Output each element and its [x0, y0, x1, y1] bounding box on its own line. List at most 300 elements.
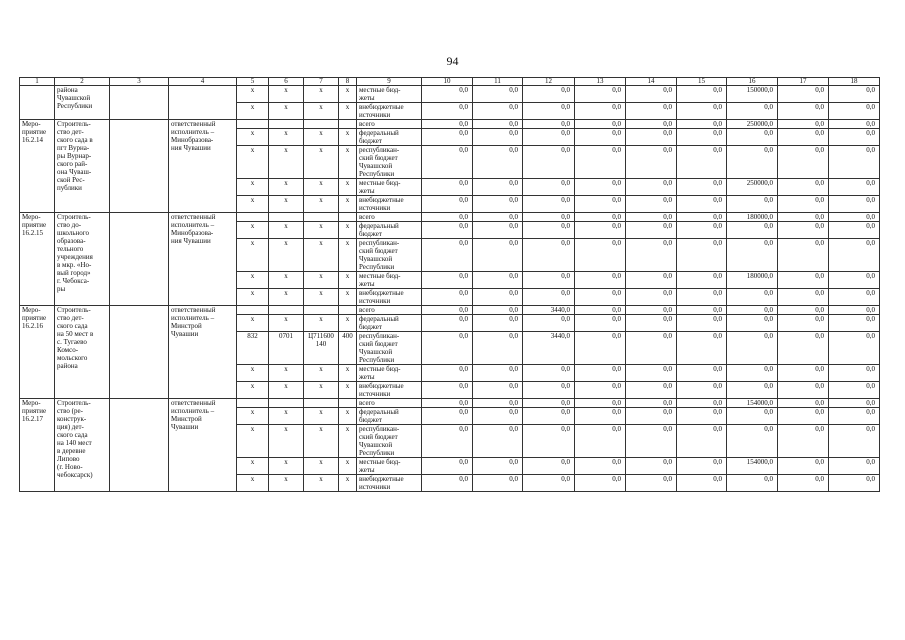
funding-source-cell: федеральный бюджет [357, 129, 422, 146]
amount-cell: 0,0 [778, 103, 829, 120]
column-number: 15 [677, 78, 727, 86]
amount-cell: 0,0 [626, 289, 677, 306]
amount-cell: 0,0 [677, 179, 727, 196]
amount-cell: 0,0 [778, 222, 829, 239]
amount-cell: 0,0 [473, 399, 523, 408]
amount-cell: 0,0 [473, 315, 523, 332]
budget-code-cell [237, 213, 269, 222]
amount-cell: 0,0 [575, 475, 626, 492]
budget-code-cell [237, 120, 269, 129]
budget-code-cell: х [237, 365, 269, 382]
amount-cell: 0,0 [523, 365, 575, 382]
table-row [20, 120, 880, 129]
amount-cell: 0,0 [575, 120, 626, 129]
amount-cell: 0,0 [473, 408, 523, 425]
budget-code-cell: х [339, 129, 357, 146]
amount-cell: 0,0 [677, 332, 727, 365]
amount-cell: 0,0 [422, 179, 473, 196]
amount-cell: 0,0 [778, 86, 829, 103]
amount-cell: 0,0 [778, 408, 829, 425]
budget-code-cell: х [269, 239, 304, 272]
amount-cell: 0,0 [523, 239, 575, 272]
amount-cell: 0,0 [523, 213, 575, 222]
column-number: 1 [20, 78, 55, 86]
amount-cell: 0,0 [829, 475, 880, 492]
amount-cell: 0,0 [422, 399, 473, 408]
amount-cell: 0,0 [727, 315, 778, 332]
amount-cell: 0,0 [473, 475, 523, 492]
amount-cell: 0,0 [829, 239, 880, 272]
budget-code-cell [237, 399, 269, 408]
amount-cell: 0,0 [422, 239, 473, 272]
amount-cell: 0,0 [727, 103, 778, 120]
funding-source-cell: внебюджетные источники [357, 289, 422, 306]
amount-cell: 0,0 [523, 315, 575, 332]
amount-cell: 0,0 [626, 179, 677, 196]
amount-cell: 0,0 [473, 382, 523, 399]
amount-cell: 0,0 [727, 382, 778, 399]
column-number: 17 [778, 78, 829, 86]
budget-code-cell: х [237, 315, 269, 332]
amount-cell: 0,0 [829, 365, 880, 382]
event-label-cell [20, 86, 55, 120]
page-number: 94 [446, 54, 459, 68]
budget-code-cell: х [304, 239, 339, 272]
amount-cell: 0,0 [422, 103, 473, 120]
amount-cell: 0,0 [575, 458, 626, 475]
amount-cell: 0,0 [778, 213, 829, 222]
amount-cell: 0,0 [778, 196, 829, 213]
budget-code-cell: х [304, 222, 339, 239]
event-label-cell: Меро- приятие 16.2.17 [20, 399, 55, 492]
budget-code-cell: х [237, 458, 269, 475]
amount-cell: 0,0 [523, 196, 575, 213]
budget-code-cell: 400 [339, 332, 357, 365]
funding-source-cell: местные бюд- жеты [357, 272, 422, 289]
amount-cell: 0,0 [575, 306, 626, 315]
budget-code-cell: х [237, 146, 269, 179]
budget-code-cell: х [269, 103, 304, 120]
budget-code-cell: х [237, 86, 269, 103]
amount-cell: 0,0 [727, 289, 778, 306]
amount-cell: 0,0 [473, 239, 523, 272]
amount-cell: 0,0 [626, 332, 677, 365]
column-number: 18 [829, 78, 880, 86]
amount-cell: 0,0 [626, 458, 677, 475]
amount-cell: 0,0 [422, 382, 473, 399]
budget-code-cell [304, 120, 339, 129]
budget-code-cell: х [339, 475, 357, 492]
amount-cell: 0,0 [523, 475, 575, 492]
amount-cell: 0,0 [523, 146, 575, 179]
amount-cell: 0,0 [575, 365, 626, 382]
column-number: 16 [727, 78, 778, 86]
amount-cell: 0,0 [473, 458, 523, 475]
budget-code-cell: х [269, 222, 304, 239]
budget-code-cell: х [237, 196, 269, 213]
amount-cell: 0,0 [677, 86, 727, 103]
budget-code-cell [269, 306, 304, 315]
amount-cell: 0,0 [523, 86, 575, 103]
table-row [20, 306, 880, 315]
amount-cell: 0,0 [626, 272, 677, 289]
empty-cell [110, 213, 169, 306]
budget-code-cell: х [339, 458, 357, 475]
amount-cell: 0,0 [727, 332, 778, 365]
amount-cell: 0,0 [575, 179, 626, 196]
amount-cell: 0,0 [778, 272, 829, 289]
amount-cell: 0,0 [473, 120, 523, 129]
budget-code-cell: х [269, 475, 304, 492]
amount-cell: 0,0 [727, 408, 778, 425]
amount-cell: 0,0 [677, 120, 727, 129]
budget-code-cell: х [237, 382, 269, 399]
amount-cell: 0,0 [829, 196, 880, 213]
budget-code-cell: х [339, 103, 357, 120]
amount-cell: 180000,0 [727, 213, 778, 222]
budget-code-cell: 0701 [269, 332, 304, 365]
amount-cell: 0,0 [523, 222, 575, 239]
budget-code-cell: х [339, 86, 357, 103]
budget-code-cell: х [304, 365, 339, 382]
table-row [20, 399, 880, 408]
amount-cell: 0,0 [422, 332, 473, 365]
amount-cell: 0,0 [677, 213, 727, 222]
amount-cell: 0,0 [677, 365, 727, 382]
amount-cell: 0,0 [473, 306, 523, 315]
budget-code-cell: х [269, 129, 304, 146]
amount-cell: 0,0 [677, 196, 727, 213]
budget-code-cell [339, 120, 357, 129]
amount-cell: 0,0 [778, 129, 829, 146]
amount-cell: 0,0 [473, 129, 523, 146]
amount-cell: 0,0 [778, 306, 829, 315]
amount-cell: 0,0 [626, 222, 677, 239]
budget-code-cell: х [304, 129, 339, 146]
funding-source-cell: местные бюд- жеты [357, 458, 422, 475]
amount-cell: 0,0 [575, 382, 626, 399]
budget-code-cell [269, 120, 304, 129]
funding-source-cell: республикан- ский бюджет Чувашской Республики [357, 425, 422, 458]
amount-cell: 0,0 [778, 120, 829, 129]
column-number: 13 [575, 78, 626, 86]
empty-cell [110, 306, 169, 399]
amount-cell: 180000,0 [727, 272, 778, 289]
amount-cell: 0,0 [778, 332, 829, 365]
amount-cell: 0,0 [829, 222, 880, 239]
budget-code-cell: х [304, 272, 339, 289]
table-row [20, 86, 880, 103]
column-number: 14 [626, 78, 677, 86]
budget-code-cell: х [237, 408, 269, 425]
budget-code-cell: х [237, 272, 269, 289]
amount-cell: 0,0 [626, 86, 677, 103]
amount-cell: 0,0 [778, 458, 829, 475]
budget-code-cell: х [269, 272, 304, 289]
amount-cell: 0,0 [473, 272, 523, 289]
budget-code-cell: х [304, 475, 339, 492]
amount-cell: 0,0 [626, 408, 677, 425]
amount-cell: 0,0 [778, 315, 829, 332]
amount-cell: 0,0 [778, 179, 829, 196]
budget-code-cell [339, 213, 357, 222]
budget-code-cell: х [339, 179, 357, 196]
amount-cell: 0,0 [422, 86, 473, 103]
budget-code-cell [304, 399, 339, 408]
amount-cell: 0,0 [829, 458, 880, 475]
amount-cell: 0,0 [422, 213, 473, 222]
amount-cell: 0,0 [626, 475, 677, 492]
budget-code-cell: х [269, 315, 304, 332]
amount-cell: 0,0 [829, 408, 880, 425]
amount-cell: 0,0 [422, 222, 473, 239]
amount-cell: 0,0 [727, 129, 778, 146]
budget-code-cell: х [237, 239, 269, 272]
amount-cell: 0,0 [829, 146, 880, 179]
budget-code-cell: х [339, 222, 357, 239]
column-number: 3 [110, 78, 169, 86]
amount-cell: 3440,0 [523, 306, 575, 315]
funding-source-cell: федеральный бюджет [357, 315, 422, 332]
amount-cell: 0,0 [829, 425, 880, 458]
amount-cell: 0,0 [677, 382, 727, 399]
amount-cell: 0,0 [523, 458, 575, 475]
budget-code-cell: х [237, 475, 269, 492]
event-description-cell: Строитель- ство (ре- конструк- ция) дет- ского сада на 140 мест в деревне Липово (г. Ново- чебоксарск) [55, 399, 110, 492]
amount-cell: 0,0 [473, 179, 523, 196]
budget-code-cell: х [304, 408, 339, 425]
amount-cell: 0,0 [727, 475, 778, 492]
amount-cell: 0,0 [829, 129, 880, 146]
amount-cell: 0,0 [778, 399, 829, 408]
budget-code-cell: х [339, 196, 357, 213]
funding-source-cell: республикан- ский бюджет Чувашской Республики [357, 146, 422, 179]
funding-source-cell: внебюджетные источники [357, 382, 422, 399]
amount-cell: 0,0 [677, 458, 727, 475]
amount-cell: 0,0 [626, 399, 677, 408]
amount-cell: 0,0 [575, 213, 626, 222]
amount-cell: 0,0 [677, 475, 727, 492]
amount-cell: 0,0 [626, 120, 677, 129]
amount-cell: 0,0 [829, 86, 880, 103]
amount-cell: 0,0 [523, 399, 575, 408]
amount-cell: 0,0 [575, 425, 626, 458]
budget-code-cell: х [304, 196, 339, 213]
amount-cell: 0,0 [677, 425, 727, 458]
amount-cell: 0,0 [677, 315, 727, 332]
column-number: 11 [473, 78, 523, 86]
amount-cell: 154000,0 [727, 399, 778, 408]
amount-cell: 0,0 [677, 222, 727, 239]
empty-cell [110, 399, 169, 492]
amount-cell: 0,0 [626, 213, 677, 222]
column-number: 6 [269, 78, 304, 86]
amount-cell: 0,0 [523, 382, 575, 399]
column-number: 4 [169, 78, 237, 86]
amount-cell: 0,0 [575, 315, 626, 332]
budget-code-cell: х [339, 408, 357, 425]
amount-cell: 0,0 [523, 129, 575, 146]
amount-cell: 0,0 [727, 306, 778, 315]
budget-code-cell: х [304, 86, 339, 103]
amount-cell: 0,0 [473, 196, 523, 213]
amount-cell: 0,0 [778, 382, 829, 399]
amount-cell: 0,0 [727, 146, 778, 179]
amount-cell: 0,0 [523, 103, 575, 120]
amount-cell: 0,0 [422, 315, 473, 332]
budget-code-cell: х [269, 179, 304, 196]
funding-source-cell: местные бюд- жеты [357, 179, 422, 196]
event-description-cell: Строитель- ство дет- ского сада в пгт Вурна- ры Вурнар- ского рай- она Чуваш- ской Рес- публики [55, 120, 110, 213]
amount-cell: 0,0 [677, 146, 727, 179]
amount-cell: 0,0 [677, 306, 727, 315]
funding-source-cell: всего [357, 306, 422, 315]
budget-code-cell: х [237, 425, 269, 458]
amount-cell: 0,0 [727, 222, 778, 239]
column-number: 5 [237, 78, 269, 86]
amount-cell: 0,0 [473, 332, 523, 365]
amount-cell: 0,0 [422, 196, 473, 213]
amount-cell: 0,0 [473, 425, 523, 458]
budget-code-cell: х [269, 425, 304, 458]
amount-cell: 0,0 [473, 213, 523, 222]
amount-cell: 0,0 [626, 306, 677, 315]
budget-table [19, 77, 880, 492]
amount-cell: 0,0 [829, 332, 880, 365]
amount-cell: 0,0 [473, 289, 523, 306]
column-number: 9 [357, 78, 422, 86]
amount-cell: 0,0 [829, 213, 880, 222]
amount-cell: 3440,0 [523, 332, 575, 365]
amount-cell: 0,0 [626, 196, 677, 213]
budget-code-cell: х [339, 146, 357, 179]
budget-code-cell: х [304, 179, 339, 196]
budget-code-cell [237, 306, 269, 315]
empty-cell [110, 120, 169, 213]
event-description-cell: Строитель- ство дет- ского сада на 50 мест в с. Тугаево Комсо- мольского района [55, 306, 110, 399]
event-label-cell: Меро- приятие 16.2.14 [20, 120, 55, 213]
column-number: 10 [422, 78, 473, 86]
amount-cell: 0,0 [778, 365, 829, 382]
funding-source-cell: республикан- ский бюджет Чувашской Республики [357, 239, 422, 272]
amount-cell: 0,0 [422, 289, 473, 306]
amount-cell: 0,0 [422, 120, 473, 129]
executor-cell: ответственный исполнитель – Минобразова- ния Чувашии [169, 213, 237, 306]
budget-code-cell: х [304, 146, 339, 179]
funding-source-cell: республикан- ский бюджет Чувашской Республики [357, 332, 422, 365]
amount-cell: 0,0 [829, 306, 880, 315]
amount-cell: 0,0 [778, 146, 829, 179]
amount-cell: 0,0 [829, 120, 880, 129]
funding-source-cell: местные бюд- жеты [357, 86, 422, 103]
column-number: 8 [339, 78, 357, 86]
executor-cell: ответственный исполнитель – Минобразова- ния Чувашии [169, 120, 237, 213]
amount-cell: 0,0 [523, 179, 575, 196]
budget-code-cell: х [304, 425, 339, 458]
budget-code-cell: х [304, 289, 339, 306]
amount-cell: 0,0 [575, 399, 626, 408]
amount-cell: 0,0 [626, 382, 677, 399]
amount-cell: 0,0 [422, 425, 473, 458]
column-number: 12 [523, 78, 575, 86]
event-label-cell: Меро- приятие 16.2.16 [20, 306, 55, 399]
amount-cell: 0,0 [829, 382, 880, 399]
budget-code-cell: х [339, 425, 357, 458]
amount-cell: 0,0 [523, 272, 575, 289]
event-description-cell: Строитель- ство до- школьного образова- тельного учреждения в мкр. «Но- вый город» г. Чебокса- ры [55, 213, 110, 306]
amount-cell: 0,0 [473, 86, 523, 103]
amount-cell: 0,0 [829, 103, 880, 120]
funding-source-cell: внебюджетные источники [357, 475, 422, 492]
amount-cell: 0,0 [422, 408, 473, 425]
budget-code-cell [339, 306, 357, 315]
amount-cell: 0,0 [575, 272, 626, 289]
budget-code-cell: х [269, 146, 304, 179]
amount-cell: 0,0 [677, 239, 727, 272]
amount-cell: 0,0 [422, 458, 473, 475]
budget-code-cell [304, 213, 339, 222]
amount-cell: 0,0 [677, 272, 727, 289]
budget-code-cell: х [237, 129, 269, 146]
amount-cell: 0,0 [727, 425, 778, 458]
budget-code-cell [269, 213, 304, 222]
executor-cell: ответственный исполнитель – Минстрой Чувашии [169, 306, 237, 399]
amount-cell: 0,0 [626, 425, 677, 458]
budget-code-cell: х [237, 179, 269, 196]
funding-source-cell: всего [357, 213, 422, 222]
amount-cell: 0,0 [626, 239, 677, 272]
budget-code-cell [304, 306, 339, 315]
amount-cell: 0,0 [626, 365, 677, 382]
amount-cell: 0,0 [523, 120, 575, 129]
amount-cell: 0,0 [829, 399, 880, 408]
budget-code-cell: х [304, 382, 339, 399]
amount-cell: 0,0 [422, 146, 473, 179]
table-body [20, 78, 880, 492]
amount-cell: 0,0 [422, 306, 473, 315]
budget-code-cell: х [269, 408, 304, 425]
budget-code-cell: х [339, 315, 357, 332]
amount-cell: 0,0 [575, 408, 626, 425]
funding-source-cell: внебюджетные источники [357, 196, 422, 213]
budget-code-cell: х [269, 458, 304, 475]
budget-code-cell: х [269, 86, 304, 103]
amount-cell: 0,0 [727, 239, 778, 272]
funding-source-cell: всего [357, 120, 422, 129]
column-number: 7 [304, 78, 339, 86]
budget-code-cell: х [269, 196, 304, 213]
amount-cell: 0,0 [727, 196, 778, 213]
budget-code-cell [269, 399, 304, 408]
amount-cell: 0,0 [523, 408, 575, 425]
amount-cell: 0,0 [575, 103, 626, 120]
budget-code-cell: х [339, 382, 357, 399]
amount-cell: 250000,0 [727, 120, 778, 129]
budget-code-cell: х [269, 365, 304, 382]
event-description-cell: района Чувашской Республики [55, 86, 110, 120]
amount-cell: 0,0 [473, 222, 523, 239]
budget-code-cell: х [269, 289, 304, 306]
budget-code-cell: 832 [237, 332, 269, 365]
amount-cell: 0,0 [422, 272, 473, 289]
budget-code-cell [339, 399, 357, 408]
amount-cell: 0,0 [727, 365, 778, 382]
budget-code-cell: х [269, 382, 304, 399]
budget-code-cell: х [339, 365, 357, 382]
amount-cell: 0,0 [523, 289, 575, 306]
empty-cell [110, 86, 169, 120]
amount-cell: 0,0 [575, 146, 626, 179]
